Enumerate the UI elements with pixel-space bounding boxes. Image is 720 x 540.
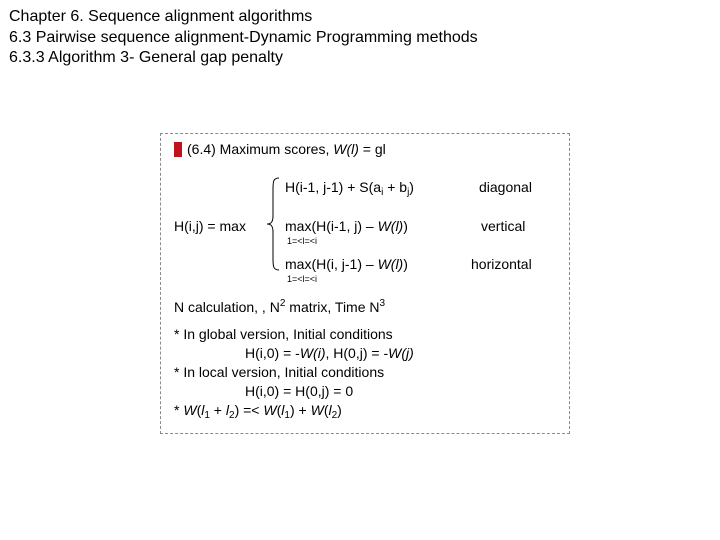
bullet-marker	[174, 142, 182, 157]
slide-header	[9, 7, 478, 69]
case-diagonal-expr: H(i-1, $j-1) + S(a_i + b_j)$	[285, 179, 414, 198]
note-inequality: * $W(l_1 + l_2) =< W(l_1) + W(l_2)$	[174, 402, 342, 421]
case-vertical-range: 1=<l=<i	[287, 236, 318, 246]
equation-lhs: H(i,j) = max	[174, 218, 246, 234]
case-vertical-label: vertical	[481, 218, 526, 234]
case-horizontal-range: 1=<l=<i	[287, 274, 318, 284]
content-box	[160, 133, 570, 434]
note-global-conditions: H(i,0) = -W(i), H(0,j) = -W(j)	[245, 345, 414, 361]
section-title: 6.3 Pairwise sequence alignment-Dynamic Programming methods	[9, 28, 478, 46]
case-horizontal-label: horizontal	[471, 256, 532, 272]
case-horizontal-expr: max(H(i, j-1) – W(l))	[285, 256, 408, 272]
complexity-line: N calculation, , $N^2$ matrix, Time $N^3$	[174, 298, 386, 315]
note-local-conditions: H(i,0) = H(0,j) = 0	[245, 383, 354, 399]
note-global: * In global version, Initial conditions	[174, 326, 393, 342]
case-vertical-expr: max(H(i-1, j) – W(l))	[285, 218, 408, 234]
note-local: * In local version, Initial conditions	[174, 364, 385, 380]
chapter-title: Chapter 6. Sequence alignment algorithms	[9, 8, 313, 25]
left-brace-icon	[265, 176, 281, 272]
subsection-title: 6.3.3 Algorithm 3- General gap penalty	[9, 49, 283, 66]
case-diagonal-label: diagonal	[479, 179, 532, 195]
equation-title: (6.4) Maximum scores, W(l) = gl	[187, 141, 386, 157]
